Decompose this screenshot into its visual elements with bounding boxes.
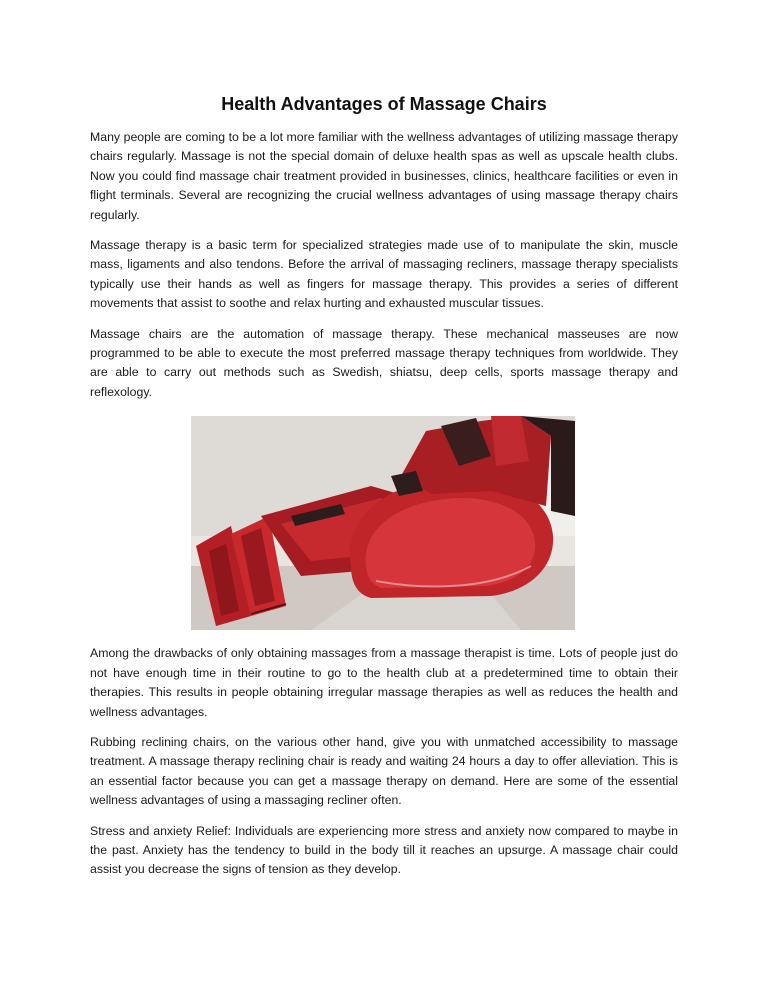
massage-chair-image bbox=[191, 416, 575, 630]
massage-chair-illustration bbox=[191, 416, 575, 630]
document-title: Health Advantages of Massage Chairs bbox=[221, 94, 547, 114]
paragraph-drawbacks: Among the drawbacks of only obtaining massages from a massage therapist is time. Lots of people just do not have enough time in their routine to go to the health club at a predetermined time to obtain their therapies. This results in people obtaining irregular massage therapies as well as reduces the health and wellness advantages. bbox=[90, 646, 678, 719]
paragraph-stress-relief: Stress and anxiety Relief: Individuals are experiencing more stress and anxiety now compared to maybe in the past. Anxiety has the tendency to build in the body till it reaches an upsurge. A massage chair could assist you decrease the signs of tension as they develop. bbox=[90, 823, 678, 877]
document-page bbox=[90, 92, 678, 891]
paragraph-recliners: Rubbing reclining chairs, on the various other hand, give you with unmatched accessibility to massage treatment. A massage therapy reclining chair is ready and waiting 24 hours a day to offer alleviation. This is an essential factor because you can get a massage therapy on demand. Here are some of the essential wellness advantages of using a massaging recliner often. bbox=[90, 734, 678, 808]
paragraph-automation: Massage chairs are the automation of massage therapy. These mechanical masseuses are now programmed to be able to execute the most preferred massage therapy techniques from worldwide. They are able to carry out methods such as Swedish, shiatsu, deep cells, sports massage therapy and reflexology. bbox=[90, 326, 678, 399]
paragraph-intro: Many people are coming to be a lot more familiar with the wellness advantages of utilizing massage therapy chairs regularly. Massage is not the special domain of deluxe health spas as well as upscale health clubs. Now you could find massage chair treatment provided in businesses, clinics, healthcare facilities or even in flight terminals. Several are recognizing the crucial wellness advantages of using massage therapy chairs regularly. bbox=[90, 130, 678, 222]
paragraph-definition: Massage therapy is a basic term for specialized strategies made use of to manipulate the skin, muscle mass, ligaments and also tendons. Before the arrival of massaging recliners, massage therapy specialists typically use their hands as well as fingers for massage therapy. This provides a series of different movements that assist to soothe and relax hurting and exhausted muscular tissues. bbox=[90, 238, 678, 311]
